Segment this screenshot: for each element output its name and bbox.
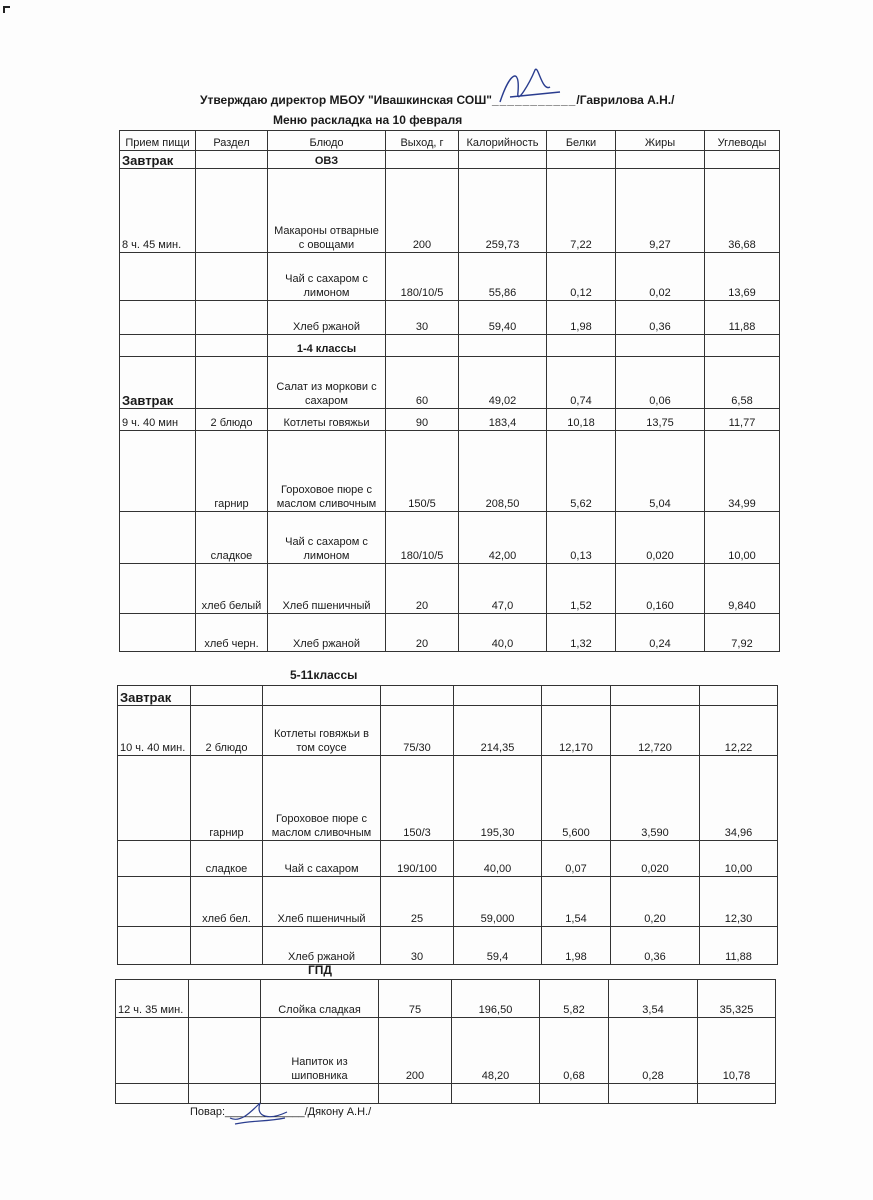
row-output: 200: [386, 169, 459, 253]
col-meal: Прием пищи: [120, 131, 196, 151]
row-protein: 5,62: [547, 431, 616, 512]
row-fat: 0,36: [611, 927, 700, 965]
table-row: [118, 927, 778, 965]
row-kcal: 259,73: [459, 169, 547, 253]
senior-group-label: 5-11классы: [290, 668, 358, 682]
row-output: 20: [386, 614, 459, 652]
table-row: [118, 877, 778, 927]
director-name: /Гаврилова А.Н./: [576, 93, 675, 107]
table-row: [116, 980, 776, 1018]
row-carb: 10,00: [705, 512, 780, 564]
col-protein: Белки: [547, 131, 616, 151]
row-section: 2 блюдо: [191, 706, 263, 756]
row-output: 25: [381, 877, 454, 927]
row-fat: 0,020: [616, 512, 705, 564]
table-row: [120, 301, 780, 335]
col-output: Выход, г: [386, 131, 459, 151]
table-row: [120, 357, 780, 409]
row-section: гарнир: [196, 431, 268, 512]
cook-signature: [225, 1098, 295, 1128]
row-carb: 12,22: [700, 706, 778, 756]
col-fat: Жиры: [616, 131, 705, 151]
row-protein: 1,32: [547, 614, 616, 652]
row-fat: 3,590: [611, 756, 700, 841]
row-dish: Гороховое пюре с маслом сливочным: [268, 431, 386, 512]
row-kcal: 40,00: [454, 841, 542, 877]
row-kcal: 42,00: [459, 512, 547, 564]
table-header-row: [120, 131, 780, 151]
meal-time: 10 ч. 40 мин.: [118, 706, 191, 756]
gpd-group-label: ГПД: [308, 963, 332, 977]
row-carb: 36,68: [705, 169, 780, 253]
row-section: сладкое: [191, 841, 263, 877]
row-dish: Хлеб ржаной: [268, 614, 386, 652]
row-dish: Хлеб ржаной: [268, 301, 386, 335]
row-output: 30: [386, 301, 459, 335]
meal-label: Завтрак: [118, 686, 191, 706]
menu-subtitle: Меню раскладка на 10 февраля: [273, 113, 463, 127]
row-output: 75/30: [381, 706, 454, 756]
row-dish: Котлеты говяжьи: [268, 409, 386, 431]
primary-heading-row: [120, 335, 780, 357]
row-output: 30: [381, 927, 454, 965]
row-kcal: 195,30: [454, 756, 542, 841]
row-dish: Гороховое пюре с маслом сливочным: [263, 756, 381, 841]
cook-name: /Дякону А.Н./: [304, 1106, 372, 1118]
row-output: 180/10/5: [386, 512, 459, 564]
col-section: Раздел: [196, 131, 268, 151]
row-fat: 13,75: [616, 409, 705, 431]
row-kcal: 208,50: [459, 431, 547, 512]
row-protein: 0,07: [542, 841, 611, 877]
row-protein: 5,600: [542, 756, 611, 841]
director-signature: [490, 62, 570, 112]
row-output: 20: [386, 564, 459, 614]
row-fat: 0,24: [616, 614, 705, 652]
row-section: гарнир: [191, 756, 263, 841]
senior-heading-row: [118, 686, 778, 706]
row-carb: 6,58: [705, 357, 780, 409]
row-carb: 10,78: [698, 1018, 776, 1084]
col-kcal: Калорийность: [459, 131, 547, 151]
row-section: [196, 169, 268, 253]
table-row: [120, 431, 780, 512]
row-fat: 5,04: [616, 431, 705, 512]
row-carb: 11,77: [705, 409, 780, 431]
col-carb: Углеводы: [705, 131, 780, 151]
approval-text: Утверждаю директор МБОУ "Ивашкинская СОШ": [200, 93, 492, 107]
row-protein: 1,98: [547, 301, 616, 335]
row-section: 2 блюдо: [196, 409, 268, 431]
row-protein: 0,68: [540, 1018, 609, 1084]
row-dish: Хлеб ржаной: [263, 927, 381, 965]
row-fat: 0,28: [609, 1018, 698, 1084]
row-section: [196, 357, 268, 409]
row-dish: Котлеты говяжьи в том соусе: [263, 706, 381, 756]
row-section: хлеб бел.: [191, 877, 263, 927]
row-output: 90: [386, 409, 459, 431]
table-row: [120, 169, 780, 253]
ovz-heading-row: [120, 151, 780, 169]
row-output: 150/3: [381, 756, 454, 841]
row-kcal: 48,20: [452, 1018, 540, 1084]
row-output: 190/100: [381, 841, 454, 877]
row-kcal: 196,50: [452, 980, 540, 1018]
row-dish: Хлеб пшеничный: [268, 564, 386, 614]
row-protein: 0,13: [547, 512, 616, 564]
row-fat: 9,27: [616, 169, 705, 253]
table-row: [118, 756, 778, 841]
row-output: 180/10/5: [386, 253, 459, 301]
table-row-empty: [116, 1084, 776, 1104]
group-label: 1-4 классы: [268, 335, 386, 357]
row-section: [196, 301, 268, 335]
row-kcal: 55,86: [459, 253, 547, 301]
row-kcal: 59,000: [454, 877, 542, 927]
row-carb: 34,99: [705, 431, 780, 512]
row-section: сладкое: [196, 512, 268, 564]
row-protein: 12,170: [542, 706, 611, 756]
row-carb: 34,96: [700, 756, 778, 841]
row-section: хлеб черн.: [196, 614, 268, 652]
row-section: [189, 980, 261, 1018]
row-protein: 1,54: [542, 877, 611, 927]
row-output: 200: [379, 1018, 452, 1084]
row-fat: 0,20: [611, 877, 700, 927]
menu-table-primary: [119, 130, 780, 652]
row-protein: 7,22: [547, 169, 616, 253]
table-row: [118, 841, 778, 877]
cook-underline: _____________: [225, 1106, 305, 1118]
row-dish: Чай с сахаром с лимоном: [268, 253, 386, 301]
approval-line: [200, 93, 674, 107]
row-dish: Макароны отварные с овощами: [268, 169, 386, 253]
row-carb: 12,30: [700, 877, 778, 927]
row-fat: 0,160: [616, 564, 705, 614]
row-protein: 1,52: [547, 564, 616, 614]
row-fat: 3,54: [609, 980, 698, 1018]
row-protein: 10,18: [547, 409, 616, 431]
row-fat: 0,020: [611, 841, 700, 877]
row-dish: Чай с сахаром: [263, 841, 381, 877]
row-output: 75: [379, 980, 452, 1018]
table-row: [120, 512, 780, 564]
row-fat: 0,06: [616, 357, 705, 409]
row-section: [196, 253, 268, 301]
row-kcal: 59,40: [459, 301, 547, 335]
row-kcal: 49,02: [459, 357, 547, 409]
approval-underline: ___________: [491, 93, 577, 107]
meal-time: 9 ч. 40 мин: [120, 409, 196, 431]
meal-time: 8 ч. 45 мин.: [120, 169, 196, 253]
row-dish: Напиток из шиповника: [261, 1018, 379, 1084]
menu-table-senior: [117, 685, 778, 965]
table-row: [120, 409, 780, 431]
table-row: [120, 614, 780, 652]
table-row: [120, 564, 780, 614]
table-row: [120, 253, 780, 301]
meal-label: Завтрак: [120, 357, 196, 409]
row-dish: Слойка сладкая: [261, 980, 379, 1018]
cook-label: Повар:: [190, 1106, 226, 1118]
menu-table-gpd: [115, 979, 776, 1104]
row-protein: 0,12: [547, 253, 616, 301]
row-carb: 10,00: [700, 841, 778, 877]
row-kcal: 183,4: [459, 409, 547, 431]
row-carb: 9,840: [705, 564, 780, 614]
row-kcal: 47,0: [459, 564, 547, 614]
table-row: [118, 706, 778, 756]
row-section: хлеб белый: [196, 564, 268, 614]
row-dish: Хлеб пшеничный: [263, 877, 381, 927]
row-section: [189, 1018, 261, 1084]
row-carb: 11,88: [700, 927, 778, 965]
row-protein: 0,74: [547, 357, 616, 409]
corner-mark: [3, 6, 10, 13]
table-row: [116, 1018, 776, 1084]
row-protein: 1,98: [542, 927, 611, 965]
row-carb: 35,325: [698, 980, 776, 1018]
row-protein: 5,82: [540, 980, 609, 1018]
row-output: 60: [386, 357, 459, 409]
row-kcal: 40,0: [459, 614, 547, 652]
row-dish: Чай с сахаром с лимоном: [268, 512, 386, 564]
row-fat: 12,720: [611, 706, 700, 756]
row-carb: 11,88: [705, 301, 780, 335]
row-kcal: 59,4: [454, 927, 542, 965]
row-kcal: 214,35: [454, 706, 542, 756]
row-fat: 0,36: [616, 301, 705, 335]
meal-time: 12 ч. 35 мин.: [116, 980, 189, 1018]
row-fat: 0,02: [616, 253, 705, 301]
row-carb: 13,69: [705, 253, 780, 301]
row-section: [191, 927, 263, 965]
row-carb: 7,92: [705, 614, 780, 652]
row-output: 150/5: [386, 431, 459, 512]
meal-label: Завтрак: [120, 151, 196, 169]
col-dish: Блюдо: [268, 131, 386, 151]
group-label: ОВЗ: [268, 151, 386, 169]
row-dish: Салат из моркови с сахаром: [268, 357, 386, 409]
